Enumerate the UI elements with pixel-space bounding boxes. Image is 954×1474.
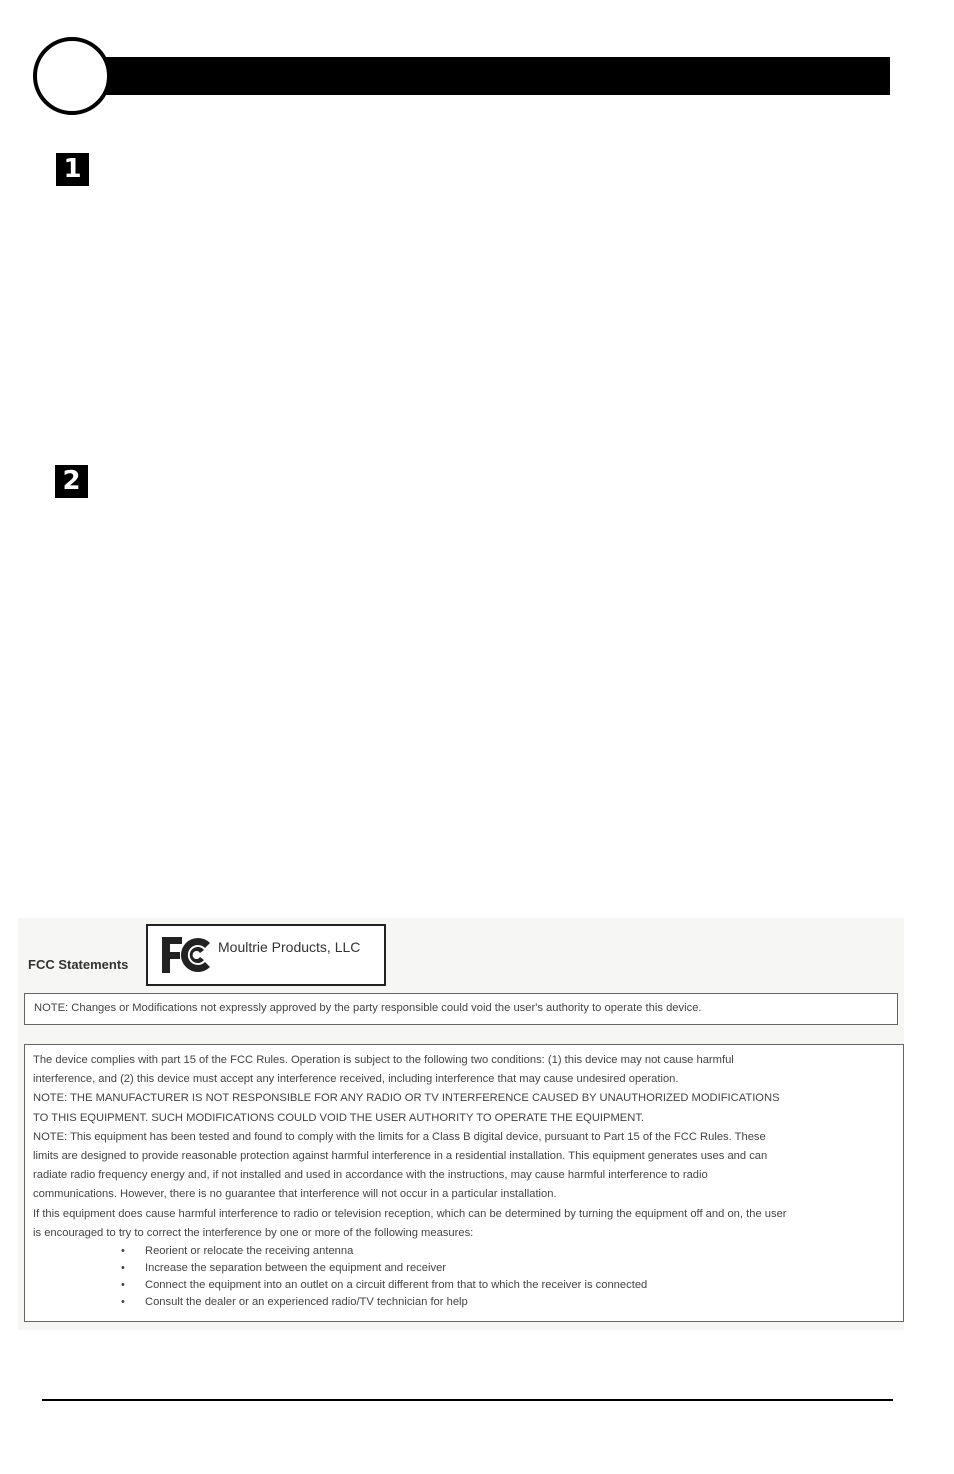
statement-line: If this equipment does cause harmful interference to radio or television reception, which can be determined by turning the equipment off and on, the user: [33, 1207, 787, 1220]
list-item: [121, 1294, 895, 1311]
fcc-note-text: NOTE: Changes or Modifications not expressly approved by the party responsible could void the user's authority to operate this device.: [34, 1002, 702, 1014]
statement-line: NOTE: THE MANUFACTURER IS NOT RESPONSIBLE FOR ANY RADIO OR TV INTERFERENCE CAUSED BY UNAUTHORIZED MODIFICATIONS: [33, 1092, 780, 1105]
fcc-company-name: Moultrie Products, LLC: [218, 939, 361, 955]
header-circle: [33, 37, 111, 115]
step-badge-2: 2: [55, 465, 88, 498]
measure-text: Increase the separation between the equipment and receiver: [145, 1262, 447, 1275]
list-item: [121, 1243, 895, 1260]
list-item: [121, 1260, 895, 1277]
step-badge-1: 1: [56, 153, 89, 186]
footer-rule: [42, 1399, 893, 1401]
statement-line: communications. However, there is no guarantee that interference will not occur in a particular installation.: [33, 1188, 557, 1201]
measure-text: Connect the equipment into an outlet on a circuit different from that to which the receiver is connected: [145, 1279, 648, 1292]
statement-line: interference, and (2) this device must accept any interference received, including interference that may cause undesired operation.: [33, 1073, 679, 1086]
measures-list: [33, 1243, 895, 1311]
bullet-icon: •: [121, 1245, 125, 1258]
fcc-statement-box: [24, 1044, 904, 1322]
header-bar: [94, 57, 890, 95]
fcc-note-box: [24, 993, 898, 1025]
statement-line: radiate radio frequency energy and, if not installed and used in accordance with the instructions, may cause harmful interference to radio: [33, 1169, 708, 1182]
fcc-section: [18, 918, 904, 1330]
bullet-icon: •: [121, 1296, 125, 1309]
statement-line: limits are designed to provide reasonable protection against harmful interference in a residential installation. This equipment generates uses and can: [33, 1150, 768, 1163]
statement-line: NOTE: This equipment has been tested and found to comply with the limits for a Class B digital device, pursuant to Part 15 of the FCC Rules. These: [33, 1130, 766, 1143]
measure-text: Consult the dealer or an experienced radio/TV technician for help: [145, 1296, 468, 1309]
fcc-statements-label: FCC Statements: [28, 957, 129, 972]
bullet-icon: •: [121, 1279, 125, 1292]
fcc-logo-icon: [160, 935, 214, 975]
measure-text: Reorient or relocate the receiving antenna: [145, 1245, 354, 1258]
bullet-icon: •: [121, 1262, 125, 1275]
statement-line: The device complies with part 15 of the FCC Rules. Operation is subject to the following two conditions: (1) this device may not cause harmful: [33, 1054, 734, 1066]
statement-line: is encouraged to try to correct the interference by one or more of the following measures:: [33, 1226, 474, 1239]
fcc-logo-box: [146, 924, 386, 986]
statement-line: TO THIS EQUIPMENT. SUCH MODIFICATIONS COULD VOID THE USER AUTHORITY TO OPERATE THE EQUIPMENT.: [33, 1111, 645, 1124]
list-item: [121, 1277, 895, 1294]
